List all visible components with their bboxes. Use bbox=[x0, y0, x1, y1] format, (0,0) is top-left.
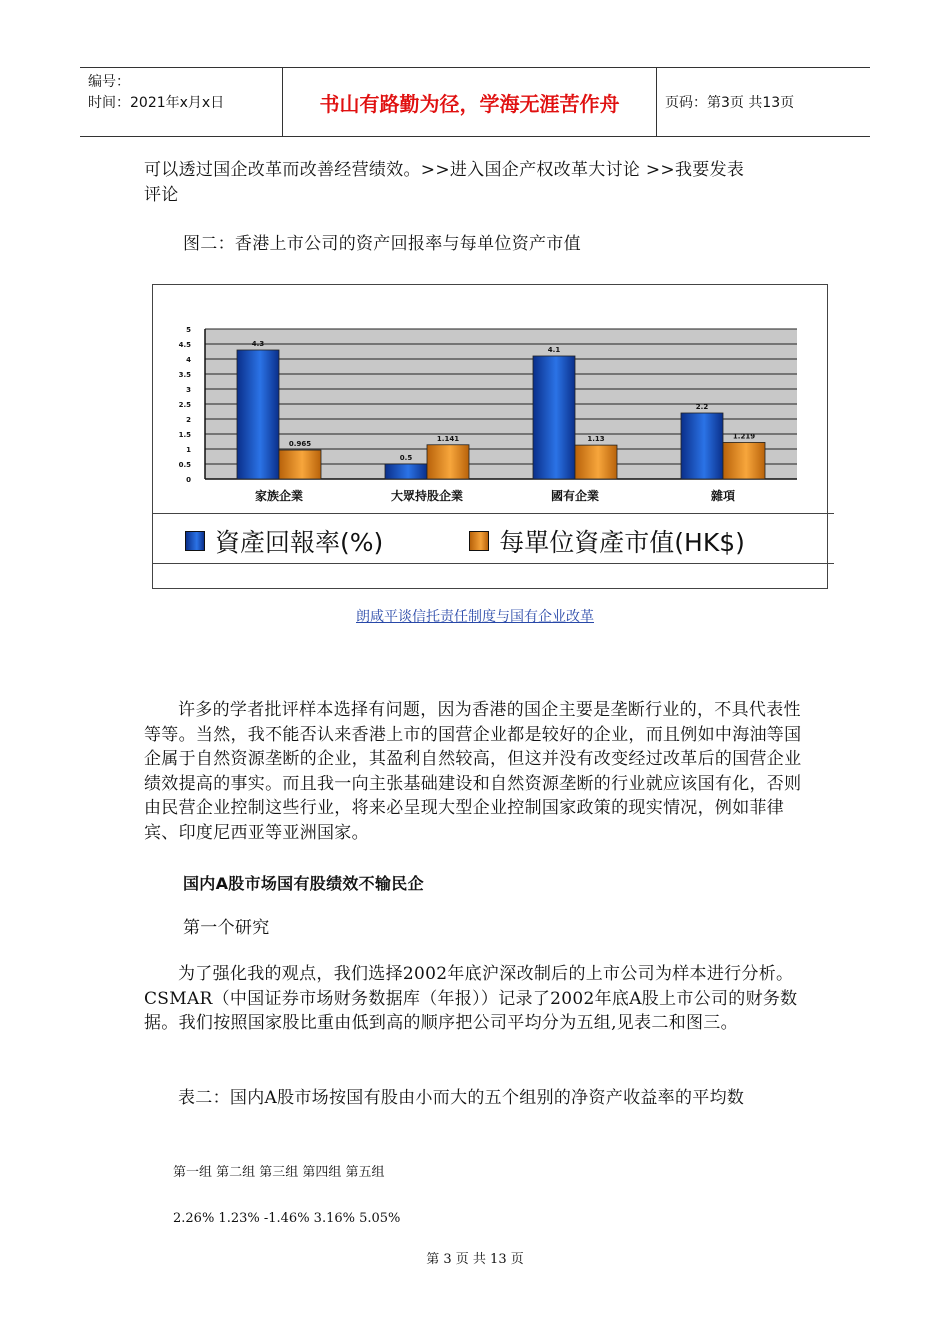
bar bbox=[533, 356, 575, 479]
bar bbox=[279, 450, 321, 479]
y-tick-label: 1 bbox=[186, 446, 191, 454]
legend-swatch-blue bbox=[185, 531, 205, 551]
x-tick-label: 家族企業 bbox=[254, 489, 304, 503]
legend-label-market-value: 每單位資產市值(HK$) bbox=[499, 528, 745, 557]
doc-number-label: 编号： bbox=[88, 74, 130, 90]
bar bbox=[427, 445, 469, 479]
bar bbox=[385, 464, 427, 479]
chart-legend bbox=[185, 517, 831, 565]
chart-divider-top bbox=[152, 513, 834, 514]
y-tick-label: 0.5 bbox=[178, 461, 191, 469]
figure-caption: 图二：香港上市公司的资产回报率与每单位资产市值 bbox=[183, 234, 581, 254]
y-tick-label: 4 bbox=[186, 356, 191, 364]
header-page-info: 页码：第3页 共13页 bbox=[665, 95, 795, 111]
table-values-row: 2.26% 1.23% -1.46% 3.16% 5.05% bbox=[173, 1211, 401, 1226]
header-motto: 书山有路勤为径，学海无涯苦作舟 bbox=[283, 68, 657, 136]
y-tick-label: 4.5 bbox=[178, 341, 191, 349]
x-tick-label: 雜項 bbox=[710, 489, 736, 503]
y-tick-label: 2 bbox=[186, 416, 191, 424]
data-label: 1.141 bbox=[436, 434, 460, 443]
y-tick-label: 0 bbox=[186, 476, 191, 484]
sub-heading: 第一个研究 bbox=[183, 918, 270, 938]
data-label: 0.965 bbox=[288, 440, 312, 449]
legend-swatch-orange bbox=[469, 531, 489, 551]
paragraph-intro-line2: 评论 bbox=[144, 184, 179, 205]
legend-label-roa: 資產回報率(%) bbox=[215, 528, 384, 557]
data-label: 0.5 bbox=[399, 454, 413, 462]
doc-date: 时间：2021年x月x日 bbox=[88, 95, 225, 111]
y-tick-label: 5 bbox=[186, 326, 191, 334]
table-caption: 表二：国内A股市场按国有股由小而大的五个组别的净资产收益率的平均数 bbox=[178, 1088, 745, 1108]
data-label: 4.3 bbox=[251, 340, 265, 348]
paragraph-study: 为了强化我的观点，我们选择2002年底沪深改制后的上市公司为样本进行分析。CSMAR（中国证券市场财务数据库（年报））记录了2002年底A股上市公司的财务数据。我们按照国家股比重由低到高的顺序把公司平均分为五组,见表二和图三。 bbox=[144, 964, 798, 1033]
table-header-row: 第一组 第二组 第三组 第四组 第五组 bbox=[173, 1165, 385, 1180]
x-tick-label: 國有企業 bbox=[550, 489, 600, 503]
paragraph-criticism: 许多的学者批评样本选择有问题，因为香港的国企主要是垄断行业的，不具代表性等等。当然，我不能否认来香港上市的国营企业都是较好的企业，而且例如中海油等国企属于自然资源垄断的企业，其盈利自然较高，但这并没有改变经过改革后的国营企业绩效提高的事实。而且我一向主张基础建设和自然资源垄断的行业就应该国有化，否则由民营企业控制这些行业，将来必呈现大型企业控制国家政策的现实情况，例如菲律宾、印度尼西亚等亚洲国家。 bbox=[144, 700, 802, 843]
y-tick-label: 2.5 bbox=[178, 401, 191, 409]
bar bbox=[237, 350, 279, 479]
y-tick-label: 3 bbox=[186, 386, 191, 394]
bar-chart bbox=[0, 0, 950, 520]
y-tick-label: 1.5 bbox=[178, 431, 191, 439]
page-footer: 第 3 页 共 13 页 bbox=[426, 1252, 524, 1267]
bar bbox=[575, 445, 617, 479]
y-tick-label: 3.5 bbox=[178, 371, 191, 379]
data-label: 1.13 bbox=[587, 435, 605, 444]
paragraph-intro-line1: 可以透过国企改革而改善经营绩效。>>进入国企产权改革大讨论 >>我要发表 bbox=[144, 160, 745, 180]
section-heading: 国内A股市场国有股绩效不输民企 bbox=[183, 874, 424, 893]
bar bbox=[681, 413, 723, 479]
legend-item-roa bbox=[185, 523, 383, 559]
data-label: 1.219 bbox=[732, 432, 756, 441]
x-tick-label: 大眾持股企業 bbox=[390, 489, 464, 503]
legend-item-market-value bbox=[469, 523, 745, 559]
related-article-link[interactable]: 朗咸平谈信托责任制度与国有企业改革 bbox=[356, 609, 594, 625]
bar bbox=[723, 442, 765, 479]
data-label: 4.1 bbox=[547, 346, 561, 354]
data-label: 2.2 bbox=[695, 403, 709, 411]
